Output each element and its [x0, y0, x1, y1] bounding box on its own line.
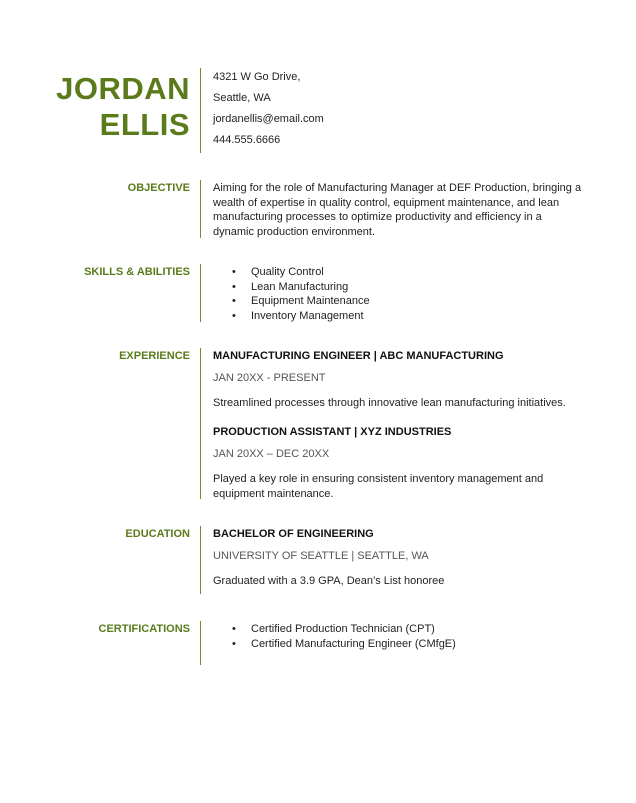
certifications-list [213, 622, 585, 651]
experience-heading: EXPERIENCE [119, 350, 190, 362]
skill-label: Quality Control [251, 266, 324, 278]
first-name: JORDAN [56, 71, 190, 106]
skill-item [213, 309, 585, 324]
candidate-name [56, 71, 190, 143]
contact-email: jordanellis@email.com [213, 113, 324, 125]
skill-label: Inventory Management [251, 309, 364, 322]
job-entry [213, 425, 585, 502]
bullet-icon: • [232, 309, 236, 322]
experience-block [213, 349, 585, 502]
job-dates: JAN 20XX - PRESENT [213, 372, 326, 384]
education-divider [200, 526, 201, 594]
job-title: MANUFACTURING ENGINEER | ABC MANUFACTURING [213, 350, 504, 362]
education-heading: EDUCATION [125, 528, 190, 540]
skills-list [213, 265, 585, 323]
certifications-heading: CERTIFICATIONS [98, 623, 190, 635]
job-description: Streamlined processes through innovative lean manufacturing initiatives. [213, 397, 566, 409]
job-title: PRODUCTION ASSISTANT | XYZ INDUSTRIES [213, 426, 452, 438]
education-note: Graduated with a 3.9 GPA, Dean’s List honoree [213, 575, 445, 587]
bullet-icon: • [232, 623, 236, 635]
bullet-icon: • [232, 280, 236, 293]
skill-item [213, 265, 585, 280]
contact-phone: 444.555.6666 [213, 134, 281, 146]
bullet-icon: • [232, 295, 236, 307]
objective-text: Aiming for the role of Manufacturing Manager at DEF Production, bringing a wealth of expertise in quality control, equipment maintenance, and lean manufacturing processes to optimize productivity and efficiency in a dynamic production environment. [213, 182, 582, 238]
skill-label: Lean Manufacturing [251, 280, 349, 293]
job-description: Played a key role in ensuring consistent inventory management and equipment maintenance. [213, 473, 544, 500]
degree: BACHELOR OF ENGINEERING [213, 528, 374, 540]
job-dates: JAN 20XX – DEC 20XX [213, 448, 330, 460]
skills-list-wrapper [213, 265, 585, 323]
contact-city: Seattle, WA [213, 92, 271, 104]
job-entry [213, 349, 585, 411]
last-name: ELLIS [99, 107, 190, 142]
certification-item [213, 622, 585, 637]
certification-item [213, 637, 585, 652]
objective-divider [200, 180, 201, 238]
contact-block [213, 70, 585, 154]
skills-heading: SKILLS & ABILITIES [84, 266, 190, 278]
skill-label: Equipment Maintenance [251, 295, 370, 307]
experience-divider [200, 348, 201, 499]
certifications-divider [200, 621, 201, 665]
bullet-icon: • [232, 637, 236, 650]
certification-label: Certified Production Technician (CPT) [251, 623, 435, 635]
certification-label: Certified Manufacturing Engineer (CMfgE) [251, 637, 456, 650]
certifications-list-wrapper [213, 622, 585, 651]
skill-item [213, 294, 585, 309]
contact-address: 4321 W Go Drive, [213, 71, 301, 83]
header-divider [200, 68, 201, 153]
school: UNIVERSITY OF SEATTLE | SEATTLE, WA [213, 550, 429, 562]
bullet-icon: • [232, 266, 236, 278]
skill-item [213, 280, 585, 295]
skills-divider [200, 264, 201, 322]
objective-heading: OBJECTIVE [127, 182, 190, 194]
education-block [213, 527, 585, 589]
